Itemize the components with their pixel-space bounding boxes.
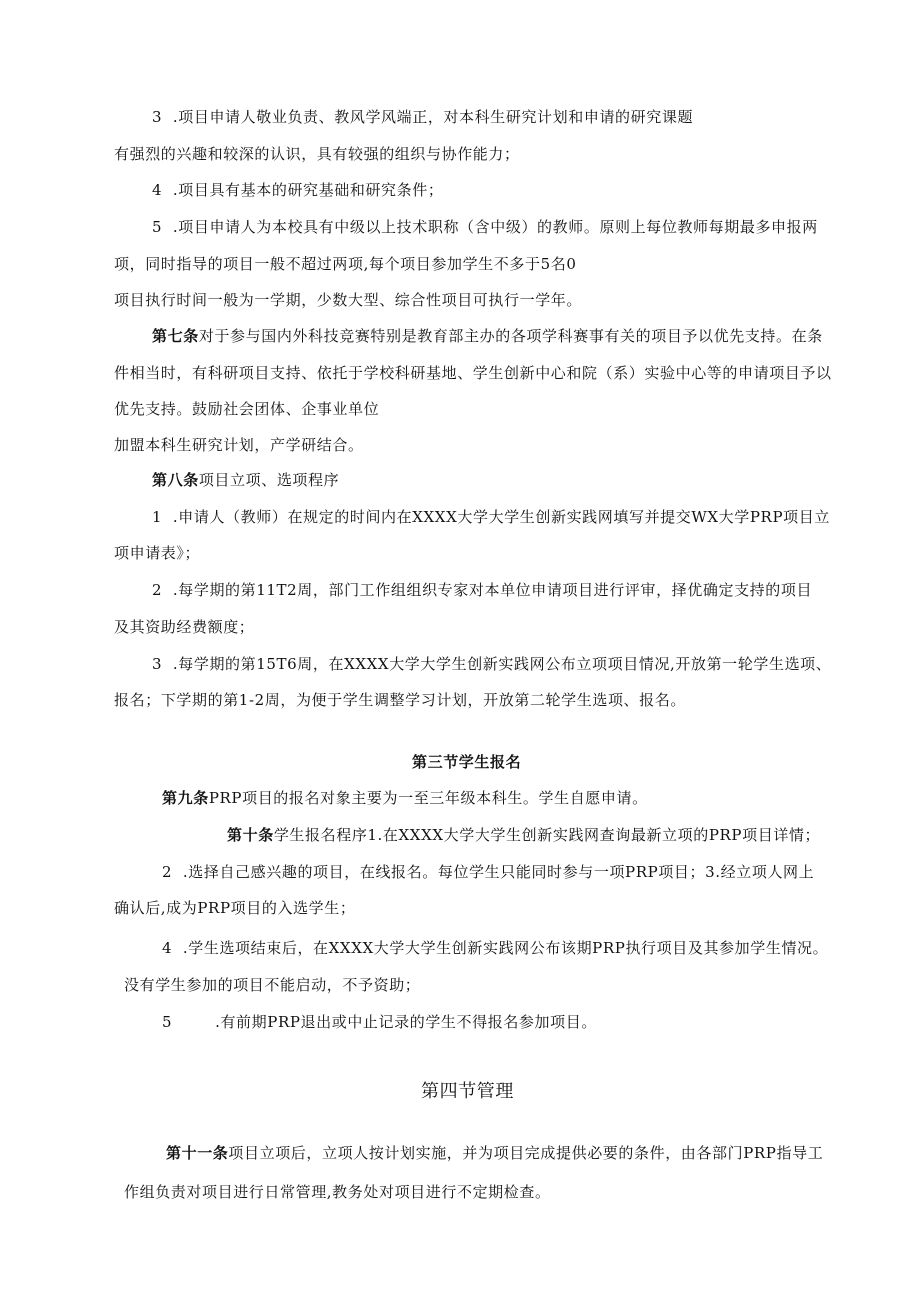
paragraph-line: 5 .项目申请人为本校具有中级以上技术职称（含中级）的教师。原则上每位教师每期最多申报两 <box>152 218 818 236</box>
paragraph-line: 作组负责对项目进行日常管理,教务处对项目进行不定期检查。 <box>124 1183 551 1201</box>
paragraph-line: 项申请表》； <box>114 544 201 562</box>
article-heading: 第七条 <box>152 327 199 345</box>
paragraph-line: 2 .选择自己感兴趣的项目，在线报名。每位学生只能同时参与一项PRP项目；3.经立项人网上 <box>162 863 815 881</box>
paragraph-line: 4 .学生选项结束后，在XXXX大学大学生创新实践网公布该期PRP执行项目及其参加学生情况。 <box>162 939 829 957</box>
article-heading: 第十一条 <box>166 1144 229 1162</box>
article-text: 项目立项、选项程序 <box>198 471 340 489</box>
paragraph-line: 及其资助经费额度； <box>114 618 255 636</box>
article-text: 对于参与国内外科技竞赛特别是教育部主办的各项学科赛事有关的项目予以优先支持。在条 <box>198 327 823 345</box>
article-text: 项目立项后，立项人按计划实施，并为项目完成提供必要的条件，由各部门PRP指导工 <box>228 1144 824 1162</box>
article-11 <box>166 1143 823 1163</box>
section-heading: 第三节学生报名 <box>412 753 522 771</box>
paragraph-line: 2 .每学期的第11T2周，部门工作组组织专家对本单位申请项目进行评审，择优确定支持的项目 <box>152 581 813 599</box>
article-8 <box>152 470 339 490</box>
paragraph-line: 项，同时指导的项目一般不超过两项,每个项目参加学生不多于5名0 <box>114 255 577 273</box>
paragraph-line: 有强烈的兴趣和较深的认识，具有较强的组织与协作能力； <box>114 145 520 163</box>
article-text: PRP项目的报名对象主要为一至三年级本科生。学生自愿申请。 <box>208 789 648 807</box>
paragraph-line: 件相当时，有科研项目支持、依托于学校科研基地、学生创新中心和院（系）实验中心等的申请项目予以 <box>114 364 832 382</box>
article-text: 学生报名程序1.在XXXX大学大学生创新实践网查询最新立项的PRP项目详情； <box>273 826 821 844</box>
paragraph-line: 1 .申请人（教师）在规定的时间内在XXXX大学大学生创新实践网填写并提交WX大学PRP项目立 <box>152 508 830 526</box>
paragraph-line: 3 .项目申请人敬业负责、教风学风端正，对本科生研究计划和申请的研究课题 <box>152 108 694 126</box>
article-9 <box>162 788 648 808</box>
article-heading: 第十条 <box>227 826 274 844</box>
paragraph-line: 确认后,成为PRP项目的入选学生； <box>114 899 356 917</box>
paragraph-line: 4 .项目具有基本的研究基础和研究条件； <box>152 181 444 199</box>
article-7 <box>152 326 823 346</box>
section-heading: 第四节管理 <box>421 1081 514 1102</box>
paragraph-line: 加盟本科生研究计划，产学研结合。 <box>114 436 364 454</box>
article-10 <box>227 825 820 845</box>
paragraph-line: 优先支持。鼓励社会团体、企事业单位 <box>114 400 380 418</box>
paragraph-line: 报名；下学期的第1-2周，为便于学生调整学习计划，开放第二轮学生选项、报名。 <box>114 691 686 709</box>
paragraph-line: 3 .每学期的第15T6周，在XXXX大学大学生创新实践网公布立项项目情况,开放第一轮学生选项、 <box>152 655 832 673</box>
article-heading: 第八条 <box>152 471 199 489</box>
paragraph-line: 没有学生参加的项目不能启动，不予资助； <box>124 976 421 994</box>
paragraph-line: 项目执行时间一般为一学期，少数大型、综合性项目可执行一学年。 <box>114 291 583 309</box>
article-heading: 第九条 <box>162 789 209 807</box>
paragraph-line: 5 .有前期PRP退出或中止记录的学生不得报名参加项目。 <box>162 1013 597 1031</box>
